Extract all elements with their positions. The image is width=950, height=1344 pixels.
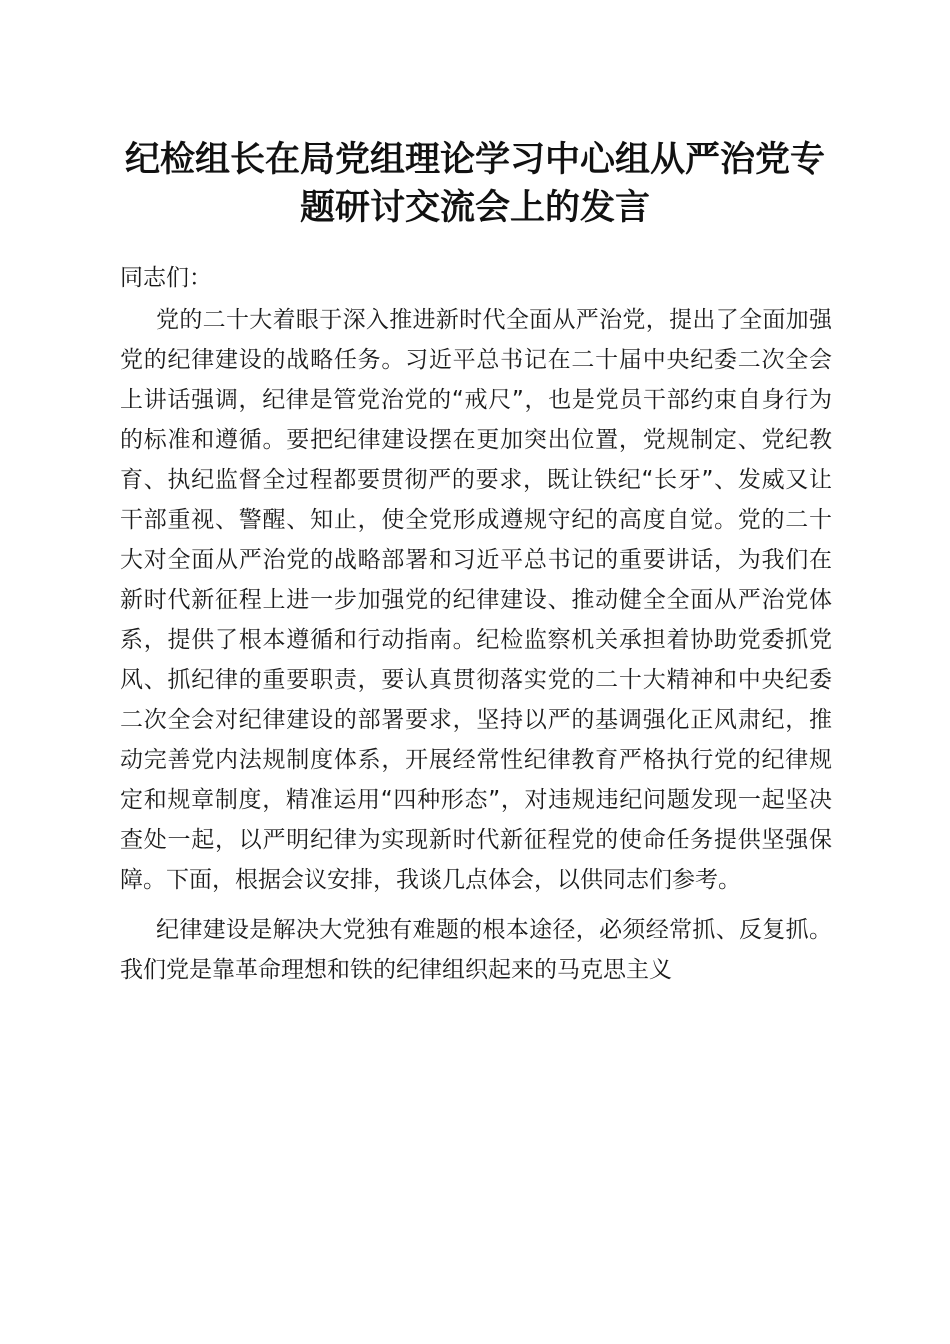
paragraph-1: 党的二十大着眼于深入推进新时代全面从严治党，提出了全面加强党的纪律建设的战略任务。习近平总书记在二十届中央纪委二次全会上讲话强调，纪律是管党治党的“戒尺”，也是党员干部约束自身行为的标准和遵循。要把纪律建设摆在更加突出位置，党规制定、党纪教育、执纪监督全过程都要贯彻严的要求，既让铁纪“长牙”、发威又让干部重视、警醒、知止，使全党形成遵规守纪的高度自觉。党的二十大对全面从严治党的战略部署和习近平总书记的重要讲话，为我们在新时代新征程上进一步加强党的纪律建设、推动健全全面从严治党体系，提供了根本遵循和行动指南。纪检监察机关承担着协助党委抓党风、抓纪律的重要职责，要认真贯彻落实党的二十大精神和中央纪委二次全会对纪律建设的部署要求，坚持以严的基调强化正风肃纪，推动完善党内法规制度体系，开展经常性纪律教育严格执行党的纪律规定和规章制度，精准运用“四种形态”，对违规违纪问题发现一起坚决查处一起，以严明纪律为实现新时代新征程党的使命任务提供坚强保障。下面，根据会议安排，我谈几点体会，以供同志们参考。	[120, 307, 832, 893]
salutation: 同志们：	[120, 265, 212, 291]
paragraph-2: 纪律建设是解决大党独有难题的根本途径，必须经常抓、反复抓。我们党是靠革命理想和铁的纪律组织起来的马克思主义	[120, 917, 832, 983]
document-title: 纪检组长在局党组理论学习中心组从严治党专题研讨交流会上的发言	[124, 139, 825, 228]
document-body	[120, 258, 832, 1000]
